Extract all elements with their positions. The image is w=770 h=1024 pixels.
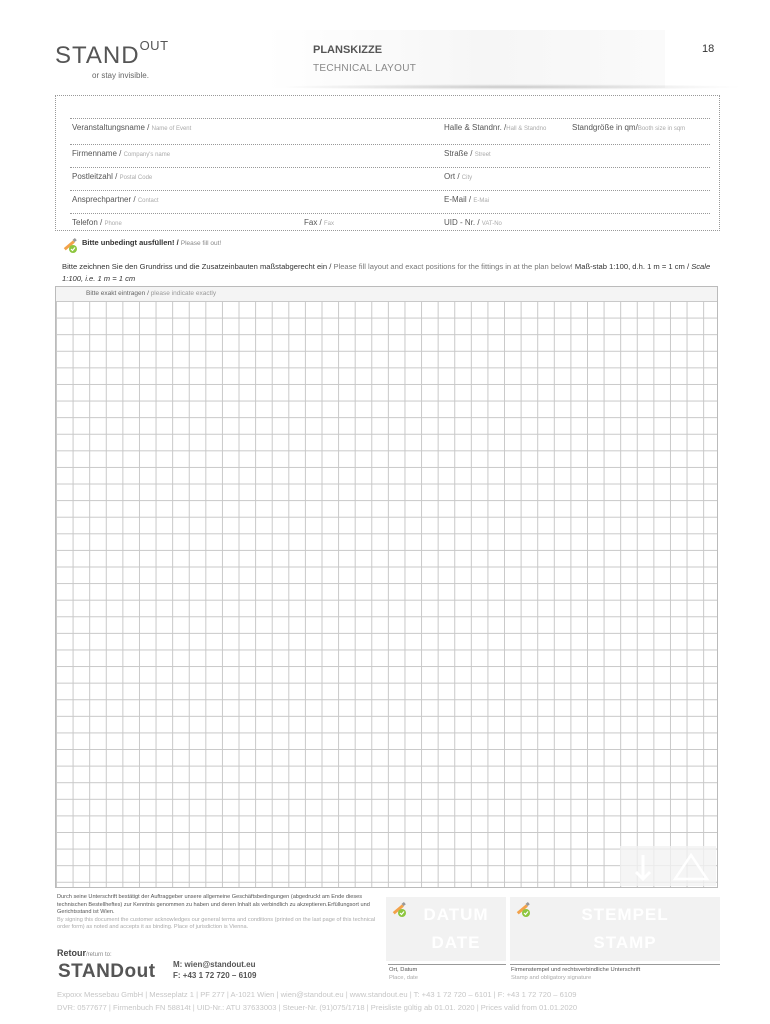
page-title: PLANSKIZZE (313, 44, 383, 56)
form-line (70, 213, 710, 214)
place-date-label-en: Place, date (389, 975, 419, 981)
logo-tagline: or stay invisible. (92, 71, 149, 80)
return-label: Retour/return to: (57, 948, 112, 958)
stamp-box[interactable]: STEMPEL STAMP (510, 897, 720, 961)
event-name-field[interactable]: Veranstaltungsname / Name of Event (72, 123, 192, 132)
header-bar (265, 30, 665, 88)
footer-address: Expoxx Messebau GmbH | Messeplatz 1 | PF 277 | A-1021 Wien | wien@standout.eu | www.standout.eu | T: +43 1 72 720 – 6101 | F: +43 1 72 720 – 6109 (57, 990, 577, 999)
logo: $STAND^{OUT}$ (55, 38, 169, 69)
pencil-check-icon (61, 236, 79, 254)
return-contact: M: wien@standout.eu F: +43 1 72 720 – 6109 (173, 960, 257, 980)
form-line (70, 118, 710, 119)
layout-grid[interactable] (56, 301, 717, 887)
footer-registration: DVR: 0577677 | Firmenbuch FN 58814t | UID-Nr.: ATU 37633003 | Steuer-Nr. (91)075/1718 | Preisliste gültig ab 01.01. 2020 | Prices valid from 01.01.2020 (57, 1003, 578, 1012)
pencil-check-icon (514, 900, 532, 918)
terms-text: Durch seine Unterschrift bestätigt der Auftraggeber unsere allgemeine Geschäftsbedingungen (abgedruckt am Ende dieses technischen Bestellheftes) zur Kenntnis genommen zu haben und deren Inhalt als verbindlich zu akzeptieren.Erfüllungsort und Gerichtsstand ist Wien. By signing this document the customer acknowledges our general terms and conditions (printed on the last page of this technical order form) as noted and accepts it as binding. Place of jurisdiction is Vienna. (57, 894, 376, 930)
header-shadow (275, 84, 745, 90)
city-field[interactable]: Ort / City (444, 172, 473, 181)
fill-required-note: Bitte unbedingt ausfüllen! / Please fill out! (82, 238, 222, 247)
grid-label: Bitte exakt eintragen / please indicate exactly (86, 290, 217, 297)
vat-number-field[interactable]: UID - Nr. / VAT-No (444, 218, 502, 227)
form-line (70, 190, 710, 191)
date-signature-line (388, 964, 506, 965)
form-line (70, 144, 710, 145)
company-name-field[interactable]: Firmenname / Company's name (72, 149, 171, 158)
form-line (70, 167, 710, 168)
drawing-instructions: Bitte zeichnen Sie den Grundriss und die Zusatzeinbauten maßstabgerecht ein / Please fill layout and exact positions for the fittings in at the plan below! Maß-stab 1:100, d.h. 1 m = 1 cm / Scale 1:100, i.e. 1 m = 1 cm (62, 262, 711, 283)
contact-form (55, 95, 720, 231)
stamp-signature-label: Firmenstempel und rechtsverbindliche Unterschrift (511, 967, 641, 973)
date-box[interactable]: DATUM DATE (386, 897, 506, 961)
pencil-check-icon (390, 900, 408, 918)
postal-code-field[interactable]: Postleitzahl / Postal Code (72, 172, 153, 181)
street-field[interactable]: Straße / Street (444, 149, 491, 158)
phone-field[interactable]: Telefon / Phone (72, 218, 122, 227)
page-subtitle: TECHNICAL LAYOUT (313, 63, 417, 74)
triangle-icon (672, 852, 710, 882)
hall-stand-field[interactable]: Halle & Standnr. /Hall & Standno (444, 123, 547, 132)
arrow-icon (628, 852, 658, 882)
contact-person-field[interactable]: Ansprechpartner / Contact (72, 195, 159, 204)
page-number: 18 (702, 43, 715, 55)
standout-brand: STANDout (58, 961, 156, 982)
place-date-label: Ort, Datum (389, 967, 418, 973)
booth-size-field[interactable]: Standgröße in qm/Booth size in sqm (572, 123, 686, 132)
stamp-signature-label-en: Stamp and obligatory signature (511, 975, 592, 981)
email-field[interactable]: E-Mail / E-Mai (444, 195, 490, 204)
fax-field[interactable]: Fax / Fax (304, 218, 335, 227)
stamp-signature-line (510, 964, 720, 965)
